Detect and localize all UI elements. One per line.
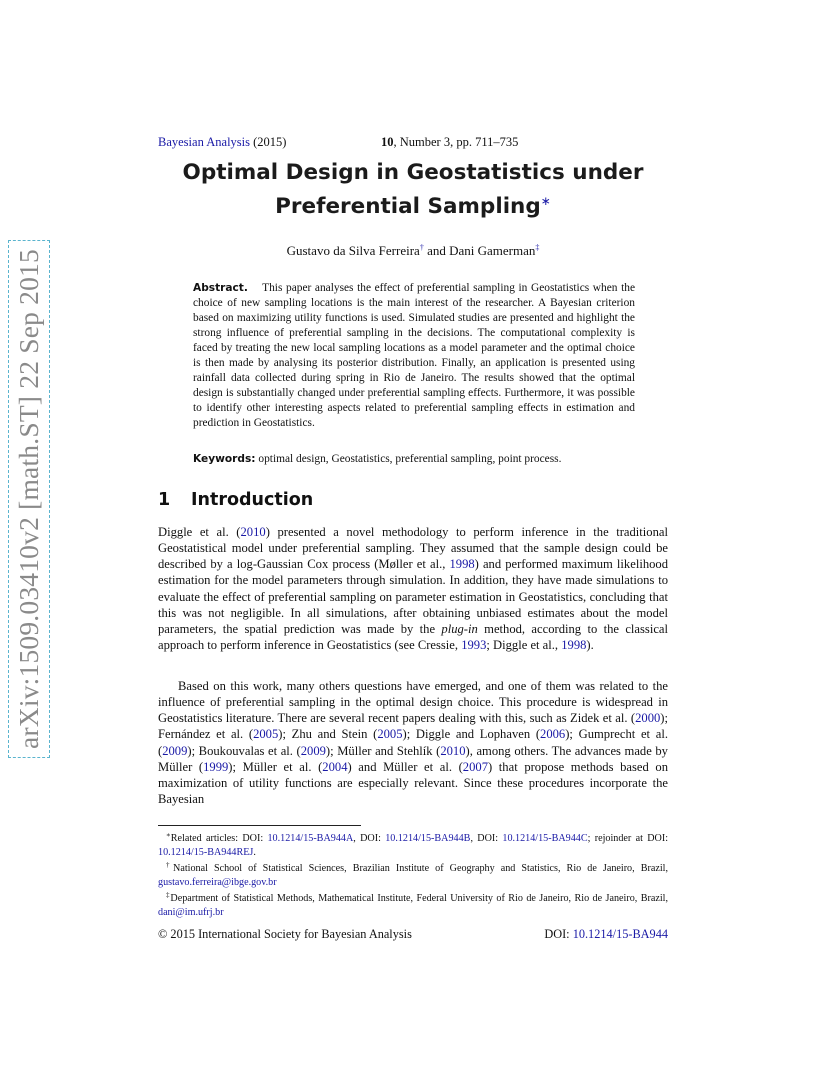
text-run: ); Boukouvalas et al. ( (187, 743, 301, 758)
author-1: Gustavo da Silva Ferreira (286, 243, 420, 258)
footer-doi (544, 927, 668, 942)
doi-link[interactable]: 10.1214/15-BA944REJ (158, 846, 254, 858)
footnote-1 (158, 829, 668, 859)
text-run: Diggle et al. ( (158, 525, 241, 539)
text-run: ). (586, 638, 594, 653)
footnote-mark: † (166, 861, 174, 869)
text-run: ) and performed maximum likelihood estimation for the model parameters through simulation. In addition, they have made simulations to evaluate the effect of preferential sampling on parameter estimation in Geostatistics, concluding that this was not negligible. In all simulations, after obtaining unbiased estimates about the model parameters, the spatial prediction was made by the (158, 557, 669, 636)
text-run: , DOI: (470, 833, 503, 844)
text-run: Related articles: DOI: (170, 833, 268, 844)
citation-link[interactable]: 1993 (461, 638, 487, 653)
authors (158, 243, 668, 259)
citation-link[interactable]: 2009 (300, 743, 326, 758)
text-run: Based on this work, many others questions have emerged, and one of them was related to the influence of preferential sampling in the optimal design choice. This procedure is widespread in Geostatistics literature. There are several recent papers dealing with this, such as Zidek et al. ( (158, 679, 668, 726)
abstract-text: This paper analyses the effect of preferential sampling in Geostatistics when the choice of new sampling locations is the main interest of the researcher. A Bayesian criterion based on maximizing utility functions is used. Simulated studies are presented and highlight the strong influence of preferential sampling in the decisions. The computational complexity is faced by treating the new local sampling locations as a model parameter and the optimal choice is then made by analysing its posterior distribution. Finally, an application is presented using rainfall data collected during spring in Rio de Janeiro. The results showed that the optimal design is substantially changed under preferential sampling effects. Furthermore, it was possible to identify other interesting aspects related to preferential sampling effects in estimation and prediction in Geostatistics. (193, 282, 636, 430)
text-run: ); Diggle and Lophaven ( (402, 727, 541, 742)
text-run: . (253, 846, 256, 858)
section-heading (158, 490, 313, 510)
text-run: method, according to the classical approach to perform inference in Geostatistics (see Cressie, (158, 621, 668, 653)
paper-title (158, 158, 668, 221)
doi-link[interactable]: 10.1214/15-BA944A (267, 833, 354, 844)
page-footer (158, 927, 668, 943)
title-line-2-text: Preferential Sampling (275, 194, 541, 219)
author-2-footnote-mark[interactable]: ‡ (535, 243, 540, 252)
section-title: Introduction (191, 490, 314, 510)
paragraph-1 (158, 524, 668, 653)
text-run: ); Fernández et al. ( (158, 711, 668, 742)
keywords (193, 452, 635, 467)
journal-name (158, 135, 286, 150)
citation-link[interactable]: 2005 (253, 727, 279, 742)
footnote-mark: ∗ (166, 831, 171, 839)
text-run: ; rejoinder at DOI: (587, 833, 669, 844)
text-run: , DOI: (353, 833, 386, 844)
citation-link[interactable]: 1998 (449, 557, 475, 572)
keywords-label: Keywords: (193, 453, 256, 465)
footnote-mark: ‡ (166, 891, 171, 899)
citation-link[interactable]: 2010 (440, 743, 466, 758)
arxiv-stamp (8, 240, 50, 758)
footnotes (158, 829, 668, 919)
citation-link[interactable]: 1998 (561, 638, 587, 653)
running-head (158, 135, 668, 153)
abstract (193, 281, 635, 431)
author-conjunction: and (423, 243, 450, 258)
volume-info (381, 135, 518, 150)
paragraph-2 (158, 678, 668, 807)
text-run: ); Müller et al. ( (228, 759, 323, 774)
title-footnote-mark[interactable]: ∗ (540, 194, 551, 208)
section-number: 1 (158, 490, 171, 510)
journal-year: (2015) (250, 135, 287, 149)
copyright-notice: © 2015 International Society for Bayesian Analysis (158, 927, 412, 941)
volume-number: 10 (381, 135, 394, 149)
citation-link[interactable]: 2007 (462, 759, 488, 774)
doi-link[interactable]: 10.1214/15-BA944C (502, 833, 588, 844)
text-run: ) that propose methods based on maximization of utility functions are especially relevant. Since these procedures incorporate the Bayesian (158, 759, 669, 807)
journal-link[interactable]: Bayesian Analysis (158, 135, 251, 149)
text-run: National School of Statistical Sciences, Brazilian Institute of Geography and Statistics, Rio de Janeiro, Brazil, (173, 863, 668, 874)
footer-doi-label: DOI: (544, 927, 573, 941)
email-link[interactable]: dani@im.ufrj.br (158, 906, 224, 918)
citation-link[interactable]: 2004 (322, 759, 348, 774)
title-line-2 (158, 187, 668, 221)
abstract-label: Abstract. (193, 282, 248, 294)
keywords-text: optimal design, Geostatistics, preferential sampling, point process. (258, 453, 562, 465)
footer-doi-link[interactable]: 10.1214/15-BA944 (572, 927, 668, 941)
citation-link[interactable]: 2009 (162, 743, 188, 758)
text-run: ); Zhu and Stein ( (278, 727, 378, 742)
citation-link[interactable]: 2006 (540, 727, 566, 742)
author-2: Dani Gamerman (449, 243, 536, 258)
text-run: ; Diggle et al., (486, 638, 562, 653)
footnote-2 (158, 859, 668, 889)
author-1-footnote-mark[interactable]: † (419, 243, 424, 252)
citation-link[interactable]: 1999 (203, 759, 229, 774)
title-line-1: Optimal Design in Geostatistics under (182, 160, 644, 185)
arxiv-stamp-text: arXiv:1509.03410v2 [math.ST] 22 Sep 2015 (13, 249, 44, 749)
text-run: ) presented a novel methodology to perform inference in the traditional Geostatistical model under preferential sampling. They assumed that the sample design could be described by a log-Gaussian Cox process (Møller et al., (158, 525, 668, 572)
text-run: ); Gumprecht et al. ( (158, 727, 668, 758)
citation-link[interactable]: 2000 (635, 711, 661, 726)
issue-pages: , Number 3, pp. 711–735 (393, 135, 519, 149)
footnote-3 (158, 889, 668, 919)
citation-link[interactable]: 2005 (377, 727, 403, 742)
text-run: ), among others. The advances made by Müller ( (158, 743, 668, 774)
text-run: Department of Statistical Methods, Mathematical Institute, Federal University of Rio de Janeiro, Rio de Janeiro, Brazil, (170, 893, 669, 904)
citation-link[interactable]: 2010 (240, 525, 266, 539)
email-link[interactable]: gustavo.ferreira@ibge.gov.br (158, 876, 277, 888)
italic-term: plug-in (441, 621, 478, 636)
text-run: ); Müller and Stehlík ( (325, 743, 441, 758)
text-run: ) and Müller et al. ( (347, 759, 463, 774)
footnote-rule (158, 825, 361, 826)
doi-link[interactable]: 10.1214/15-BA944B (385, 833, 471, 844)
